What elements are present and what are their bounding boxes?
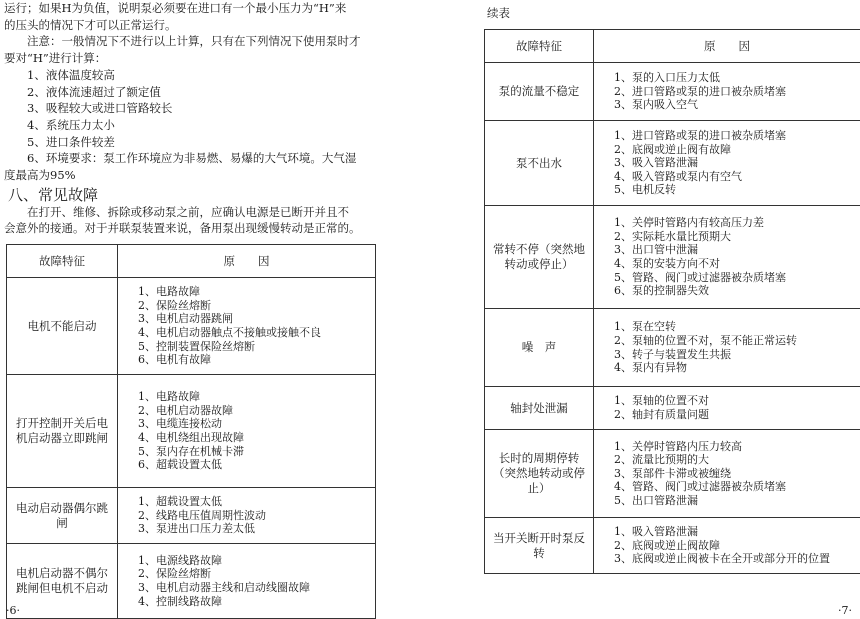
fault-feature: 当开关断开时泵反转 — [485, 518, 594, 574]
table-row — [7, 278, 376, 375]
cause-item: 1、电源线路故障 — [138, 554, 371, 568]
cause-item: 5、控制装置保险丝熔断 — [138, 340, 371, 354]
cause-item: 4、电机启动器触点不接触或接触不良 — [138, 326, 371, 340]
cause-item: 1、泵在空转 — [614, 320, 856, 334]
cause-item: 2、流量比预期的大 — [614, 453, 856, 467]
cause-item: 2、底阀或逆止阀有故障 — [614, 143, 856, 157]
fault-feature: 打开控制开关后电机启动器立即跳闸 — [7, 375, 118, 488]
cause-item: 3、电机启动器主线和启动线圈故障 — [138, 581, 371, 595]
cause-item: 3、电机启动器跳闸 — [138, 312, 371, 326]
fault-causes — [118, 544, 376, 619]
fault-feature: 长时的周期停转（突然地转动或停止） — [485, 430, 594, 518]
cause-item: 2、实际耗水量比预期大 — [614, 230, 856, 244]
cause-item: 2、底阀或逆止阀故障 — [614, 539, 856, 553]
cause-item: 4、泵内有异物 — [614, 361, 856, 375]
header-cause: 原 因 — [594, 30, 860, 63]
cause-item: 1、超载设置太低 — [138, 495, 371, 509]
table-row — [7, 375, 376, 488]
cause-item: 6、超载设置太低 — [138, 458, 371, 472]
cause-item: 5、泵内存在机械卡滞 — [138, 445, 371, 459]
fault-causes — [118, 278, 376, 375]
fault-causes — [594, 387, 860, 430]
cause-item: 1、泵轴的位置不对 — [614, 394, 856, 408]
text-line: 3、吸程较大或进口管路较长 — [4, 101, 172, 116]
text-line: 运行；如果H为负值，说明泵必须要在进口有一个最小压力为“H”来 — [4, 1, 346, 16]
fault-causes — [594, 430, 860, 518]
fault-feature: 电机不能启动 — [7, 278, 118, 375]
text-line: 4、系统压力太小 — [4, 118, 115, 133]
cause-item: 1、关停时管路内压力较高 — [614, 440, 856, 454]
cause-item: 3、底阀或逆止阀被卡在全开或部分开的位置 — [614, 552, 856, 566]
right-page — [430, 0, 860, 617]
cause-item: 1、进口管路或泵的进口被杂质堵塞 — [614, 129, 856, 143]
text-line: 2、液体流速超过了额定值 — [4, 85, 161, 100]
cause-item: 1、电路故障 — [138, 390, 371, 404]
cause-item: 4、控制线路故障 — [138, 595, 371, 609]
fault-feature: 泵的流量不稳定 — [485, 63, 594, 121]
cause-item: 2、泵轴的位置不对，泵不能正常运转 — [614, 334, 856, 348]
fault-causes — [594, 206, 860, 309]
fault-feature: 噪 声 — [485, 309, 594, 387]
text-line: 要对“H”进行计算： — [4, 51, 106, 66]
fault-feature: 电动启动器偶尔跳闸 — [7, 488, 118, 544]
cause-item: 5、管路、阀门或过滤器被杂质堵塞 — [614, 271, 856, 285]
cause-item: 5、出口管路泄漏 — [614, 494, 856, 508]
cause-item: 5、电机反转 — [614, 183, 856, 197]
fault-causes — [594, 309, 860, 387]
cause-item: 4、电机绕组出现故障 — [138, 431, 371, 445]
fault-causes — [594, 121, 860, 206]
fault-causes — [118, 375, 376, 488]
table-row — [7, 488, 376, 544]
cause-item: 3、转子与装置发生共振 — [614, 348, 856, 362]
table-row — [485, 206, 860, 309]
text-line: 5、进口条件较差 — [4, 135, 115, 150]
fault-causes — [594, 63, 860, 121]
text-line: 的压头的情况下才可以正常运行。 — [4, 18, 177, 33]
fault-causes — [118, 488, 376, 544]
text-line: 1、液体温度较高 — [4, 68, 115, 83]
cause-item: 2、保险丝熔断 — [138, 299, 371, 313]
cause-item: 4、泵的安装方向不对 — [614, 257, 856, 271]
cause-item: 2、轴封有质量问题 — [614, 408, 856, 422]
continued-label: 续表 — [487, 6, 510, 21]
table-row — [485, 63, 860, 121]
page-number: ·6· — [6, 604, 20, 617]
cause-item: 1、泵的入口压力太低 — [614, 71, 856, 85]
header-cause: 原 因 — [118, 245, 376, 278]
left-page — [0, 0, 430, 617]
text-line: 注意：一般情况下不进行以上计算，只有在下列情况下使用泵时才 — [4, 34, 361, 49]
cause-item: 1、电路故障 — [138, 285, 371, 299]
cause-item: 3、出口管中泄漏 — [614, 243, 856, 257]
text-line: 6、环境要求：泵工作环境应为非易燃、易爆的大气环境。大气湿 — [4, 151, 356, 166]
fault-table-right — [484, 29, 860, 574]
cause-item: 3、泵内吸入空气 — [614, 98, 856, 112]
section-heading: 八、常见故障 — [8, 186, 98, 204]
cause-item: 1、关停时管路内有较高压力差 — [614, 216, 856, 230]
fault-feature: 常转不停（突然地转动或停止） — [485, 206, 594, 309]
table-row — [485, 309, 860, 387]
fault-feature: 轴封处泄漏 — [485, 387, 594, 430]
cause-item: 3、泵进出口压力差太低 — [138, 522, 371, 536]
text-line: 度最高为95% — [4, 168, 76, 183]
cause-item: 1、吸入管路泄漏 — [614, 525, 856, 539]
cause-item: 6、泵的控制器失效 — [614, 284, 856, 298]
table-row — [485, 430, 860, 518]
cause-item: 2、进口管路或泵的进口被杂质堵塞 — [614, 85, 856, 99]
table-row — [485, 518, 860, 574]
table-row — [485, 387, 860, 430]
cause-item: 2、线路电压值周期性波动 — [138, 509, 371, 523]
cause-item: 4、吸入管路或泵内有空气 — [614, 170, 856, 184]
cause-item: 6、电机有故障 — [138, 353, 371, 367]
fault-feature: 电机启动器不偶尔跳闸但电机不启动 — [7, 544, 118, 619]
cause-item: 3、泵部件卡滞或被缠绕 — [614, 467, 856, 481]
fault-table-left — [6, 244, 376, 619]
header-feature: 故障特征 — [485, 30, 594, 63]
fault-feature: 泵不出水 — [485, 121, 594, 206]
cause-item: 3、吸入管路泄漏 — [614, 156, 856, 170]
fault-causes — [594, 518, 860, 574]
cause-item: 4、管路、阀门或过滤器被杂质堵塞 — [614, 480, 856, 494]
cause-item: 3、电缆连接松动 — [138, 417, 371, 431]
table-row — [7, 544, 376, 619]
cause-item: 2、电机启动器故障 — [138, 404, 371, 418]
text-line: 在打开、维修、拆除或移动泵之前，应确认电源是已断开并且不 — [4, 205, 349, 220]
table-row — [485, 121, 860, 206]
text-line: 会意外的接通。对于并联泵装置来说，备用泵出现缓慢转动是正常的。 — [4, 221, 361, 236]
page-number: ·7· — [838, 604, 852, 617]
cause-item: 2、保险丝熔断 — [138, 567, 371, 581]
header-feature: 故障特征 — [7, 245, 118, 278]
